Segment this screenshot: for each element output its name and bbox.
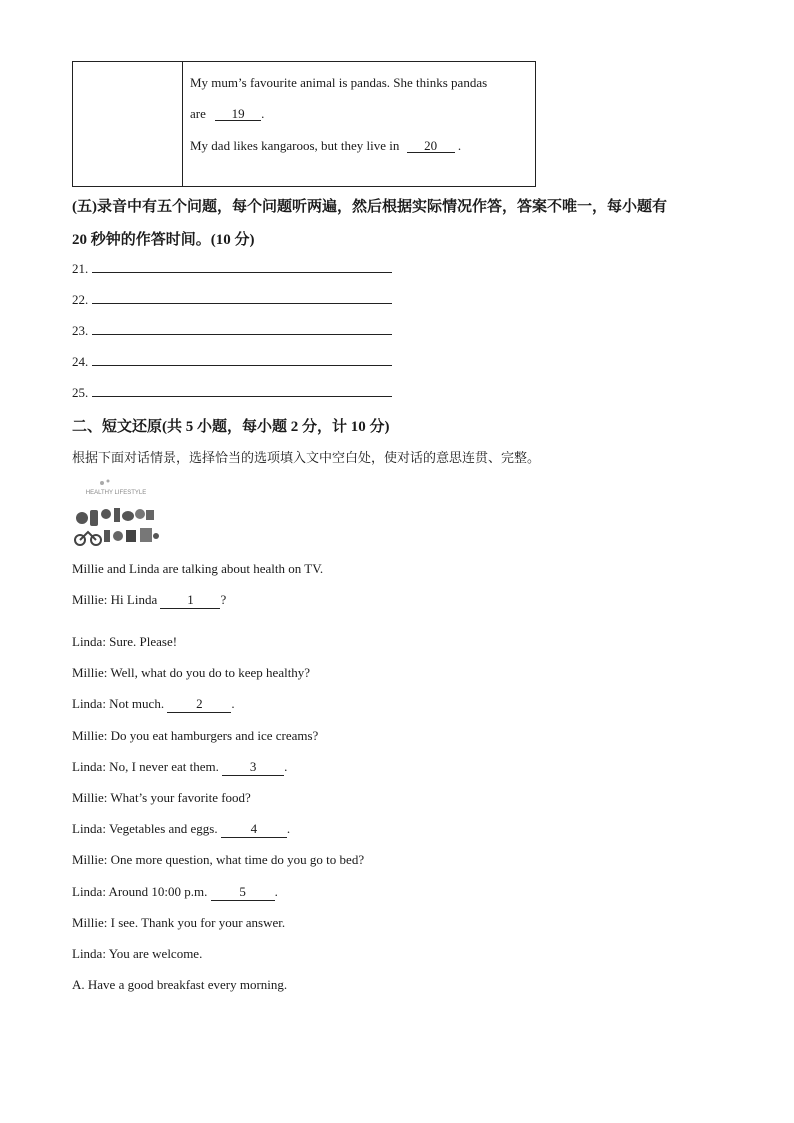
dialogue-line-12: Linda: You are welcome. (72, 946, 203, 961)
dialogue-line-1 (72, 592, 226, 609)
table-row-text-2-post: . (261, 106, 265, 121)
item-number: 22. (72, 292, 89, 307)
dialogue-punct: ? (220, 592, 227, 607)
dialogue-line-2: Linda: Sure. Please! (72, 634, 178, 649)
option-a: A. Have a good breakfast every morning. (72, 977, 288, 992)
answer-underline[interactable] (92, 292, 392, 304)
table-row-text-2 (190, 106, 264, 122)
answer-underline[interactable] (92, 354, 392, 366)
answer-line-23[interactable] (72, 323, 392, 339)
blank-20[interactable]: 20 (407, 139, 455, 153)
item-number: 24. (72, 354, 89, 369)
blank-2[interactable]: 2 (167, 696, 231, 713)
answer-underline[interactable] (92, 323, 392, 335)
answer-line-24[interactable] (72, 354, 392, 370)
table-column-divider (182, 62, 183, 186)
part2-heading: 二、短文还原(共 5 小题，每小题 2 分，计 10 分) (72, 419, 390, 435)
dialogue-line-8 (72, 821, 290, 838)
dialogue-punct: . (284, 759, 288, 774)
dialogue-text: Linda: No, I never eat them. (72, 759, 223, 774)
dialogue-line-7: Millie: What’s your favorite food? (72, 790, 251, 805)
blank-5[interactable]: 5 (211, 884, 275, 901)
dialogue-text: Linda (123, 592, 161, 607)
answer-underline[interactable] (92, 385, 392, 397)
dialogue-text: Linda: Vegetables and eggs. (72, 821, 221, 836)
table-row-text-3 (190, 138, 461, 154)
dialogue-text: Linda: Not much. (72, 696, 168, 711)
dialogue-punct: . (286, 821, 291, 836)
table-row-text-2-pre: are (190, 106, 206, 121)
item-number: 23. (72, 323, 89, 338)
item-number: 25. (72, 385, 89, 400)
table-row-text-3-pre: My dad likes kangaroos, but they live in (190, 138, 400, 153)
section5-heading-line1: (五)录音中有五个问题，每个问题听两遍，然后根据实际情况作答，答案不唯一，每小题有 (72, 199, 667, 215)
answer-line-25[interactable] (72, 385, 392, 401)
dialogue-line-9: Millie: One more question, what time do you go to bed? (72, 852, 365, 867)
table-row-text-3-post: . (457, 138, 462, 153)
dialogue-line-4 (72, 696, 235, 713)
blank-1[interactable]: 1 (160, 592, 220, 609)
dialogue-line-3: Millie: Well, what do you do to keep healthy? (72, 665, 311, 680)
item-number: 21. (72, 261, 89, 276)
blank-19[interactable]: 19 (215, 107, 261, 121)
answer-line-21[interactable] (72, 261, 392, 277)
dialogue-punct: . (231, 696, 235, 711)
dialogue-line-10 (72, 884, 278, 901)
blank-3[interactable]: 3 (222, 759, 284, 776)
dialogue-line-6 (72, 759, 287, 776)
healthy-lifestyle-logo (72, 478, 160, 548)
blank-4[interactable]: 4 (221, 821, 287, 838)
part2-instruction: 根据下面对话情景，选择恰当的选项填入文中空白处，使对话的意思连贯、完整。 (72, 451, 541, 466)
dialogue-intro: Millie and Linda are talking about health on TV. (72, 561, 324, 576)
answer-line-22[interactable] (72, 292, 392, 308)
dialogue-text: Linda: Around 10:00 p.m. (72, 884, 211, 899)
section5-heading-line2: 20 秒钟的作答时间。(10 分) (72, 232, 255, 248)
dialogue-line-11: Millie: I see. Thank you for your answer. (72, 915, 286, 930)
logo-text: HEALTHY LIFESTYLE (85, 490, 147, 496)
dialogue-line-5: Millie: Do you eat hamburgers and ice creams? (72, 728, 319, 743)
answer-underline[interactable] (92, 261, 392, 273)
dialogue-punct: . (274, 884, 278, 899)
table-row-text-1: My mum’s favourite animal is pandas. She thinks pandas (190, 75, 488, 90)
dialogue-speaker-text: Millie: Hi (72, 592, 124, 607)
